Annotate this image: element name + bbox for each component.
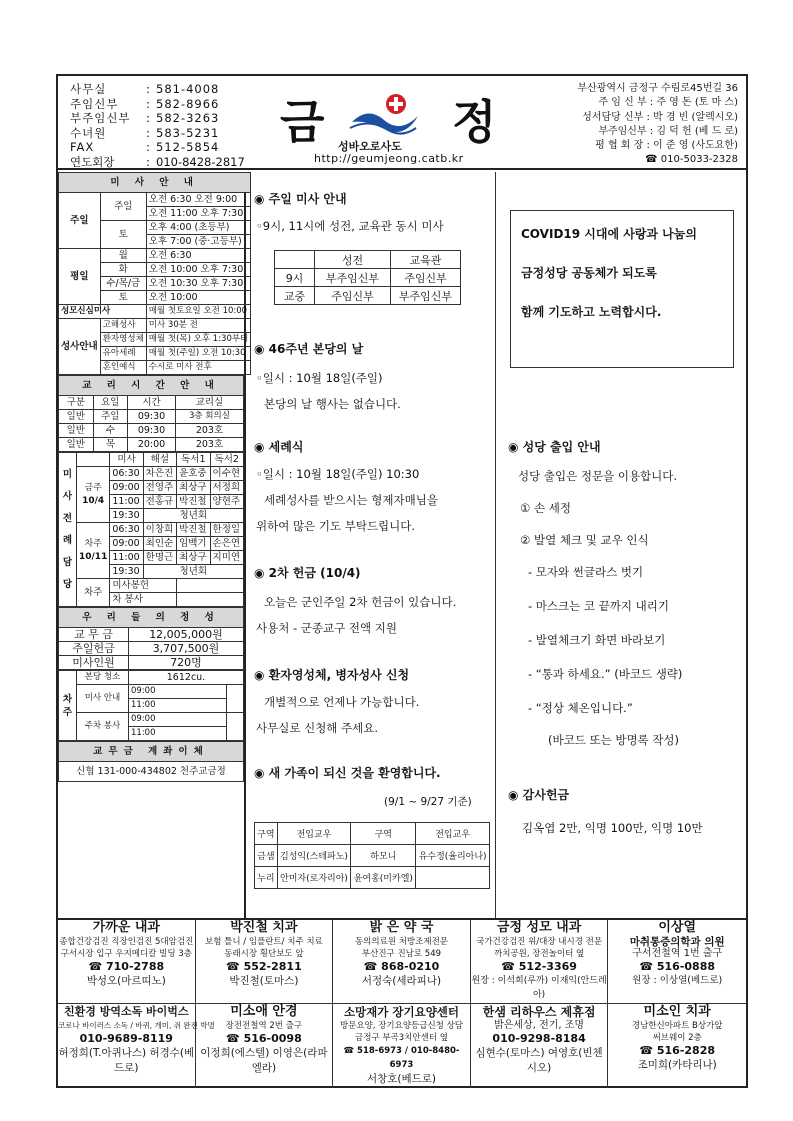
- notice-text: 개별적으로 언제나 가능합니다.: [264, 695, 420, 709]
- address-line: 주 임 신 부 : 주 영 돈 (토 마 스): [598, 97, 738, 109]
- notice-bullet: - “통과 하세요.” (바코드 생략): [528, 667, 683, 681]
- bulletin-header: [58, 76, 746, 170]
- contact-label: 수녀원: [70, 125, 107, 140]
- table-row: 교 무 금 12,005,000원: [59, 628, 244, 642]
- notice-text: 세례성사를 받으시는 형제자매님을: [264, 493, 438, 507]
- title-char-right: 정: [452, 95, 497, 149]
- contact-label: 연도회장: [70, 154, 115, 169]
- table-row: 09:00 최인순 임백기 손은연: [59, 537, 244, 551]
- contact-value: 583-5231: [156, 125, 220, 140]
- notice-text: ① 손 세정: [520, 501, 571, 515]
- ad-card[interactable]: 가까운 내과 종합건강검진 직장인검진 5대암검진 구서시장 입구 우지메디칼 빌딩 3층 ☎ 710-2788 박성오(마르띠노): [58, 920, 196, 1004]
- table-row: 차주 10/11 06:30 이창희 박진철 한정일: [59, 523, 244, 537]
- table-row: 19:30 청년회: [59, 565, 244, 579]
- sacrament-time: 매월 첫(주일) 오전 10:30: [146, 347, 251, 361]
- section-heading: ◉ 환자영성체, 병자성사 신청: [254, 668, 410, 682]
- saturday-time: 오후 7:00 (중·고등부): [146, 235, 251, 249]
- sunday-time: 오전 6:30 오전 9:00: [146, 193, 251, 207]
- section-heading: ◉ 감사헌금: [508, 788, 570, 802]
- notice-text: 사용처 - 군종교구 전액 지원: [256, 621, 397, 635]
- table-row: 누리 안미자(로자리아) 윤여홍(미카엘): [255, 867, 490, 889]
- ad-card[interactable]: 미소애 안경 장전전철역 2번 출구 ☎ 516-0098 이정희(에스텔) 이영은(라파엘라): [196, 1004, 334, 1088]
- bulletin-title: [276, 86, 506, 153]
- section-heading: ◉ 46주년 본당의 날: [254, 342, 364, 356]
- table-row: 일반 수 09:30 203호: [59, 424, 244, 438]
- holy-hour-time: 매월 첫토요일 오전 10:00: [146, 305, 251, 319]
- section-heading: ◉ 2차 헌금 (10/4): [254, 566, 361, 580]
- ad-card[interactable]: 미소인 치과 경남한신아파트 B상가앞 써브웨이 2층 ☎ 516-2828 조미희(카타리나): [631, 1004, 723, 1071]
- weekday-time: 오전 6:30: [146, 249, 251, 263]
- contact-row: 주임신부 : 582-8966: [70, 96, 220, 111]
- ad-card[interactable]: 박진철 치과 보험 틀니 / 임플란트/ 치주 치료 동래시장 횡단보도 앞 ☎ 552-2811 박진철(토마스): [196, 920, 334, 1004]
- section-heading: ◉ 성당 출입 안내: [508, 440, 601, 454]
- liturgy-volunteer-table: 미사전례담당 미사 해설 독서1 독서2 금주 10/4 06:30 차은진 윤호중 이수현 09:00 전영주 최상구 서정희 11:00 전홍규 박진철 양현주 19:30 청년회 차주 10/11 06:30 이창희 박진철 한정일 09:00 최인순 임백기 손은연 11:00 한명근 최상구 지미연 19:30 청년회 차주 미사봉헌 차 봉사: [58, 452, 244, 607]
- contact-row: 사무실 : 581-4008: [70, 82, 220, 96]
- ad-card[interactable]: 친환경 방역소독 바이벅스 코로나 바이러스 소독 / 바퀴, 개미, 쥐 완전 박멸 010-9689-8119 허정희(T.아퀴나스) 허경수(베드로): [58, 1004, 196, 1088]
- table-row: 09:00 전영주 최상구 서정희: [59, 481, 244, 495]
- contact-value: 582-8966: [156, 96, 220, 111]
- notice-text: 성당 출입은 정문을 이용합니다.: [518, 469, 678, 483]
- sacrament-name: 유아세례: [100, 347, 146, 361]
- sacrament-label: 성사안내: [59, 319, 101, 375]
- weekday-time: 오전 10:30 오후 7:30: [146, 277, 251, 291]
- table-row: 차 봉사: [59, 593, 244, 607]
- contact-label: 부주임신부: [70, 111, 131, 126]
- table-row: 차주 미사봉헌: [59, 579, 244, 593]
- notice-text: (바코드 또는 방명록 작성): [548, 733, 680, 747]
- table-row: 9시 부주임신부 주임신부: [275, 269, 461, 287]
- catechism-header: 요일: [93, 396, 128, 410]
- covid-message-box: [510, 210, 734, 368]
- section-heading: ◉ 새 가족이 되신 것을 환영합니다.: [254, 766, 441, 780]
- contact-row: 수녀원 : 583-5231: [70, 125, 220, 140]
- contact-label: 주임신부: [70, 96, 119, 111]
- weekday-time: 오전 10:00: [146, 291, 251, 305]
- weekday-label: 평일: [59, 249, 101, 305]
- account-title: 교무금 계좌이체: [59, 742, 244, 762]
- catechism-table: [58, 375, 244, 452]
- table-row: 19:30 청년회: [59, 509, 244, 523]
- title-char-left: 금: [280, 95, 325, 149]
- sacrament-time: 매월 첫(목) 오후 1:30부터: [146, 333, 251, 347]
- sacrament-name: 고해성사: [100, 319, 146, 333]
- notice-text: (9/1 ~ 9/27 기준): [384, 796, 472, 808]
- weekday-day: 화: [100, 263, 146, 277]
- address-line: 부주임신부 : 김 덕 헌 (베 드 로): [598, 125, 738, 137]
- right-column: [498, 172, 746, 918]
- duty-table: 차주 본당 청소 1612cu. 미사 안내 09:00 11:00 주차 봉사 09:00 11:00: [58, 670, 244, 741]
- contact-list: [70, 82, 250, 170]
- logo-caption: 성바오로사도: [338, 140, 402, 153]
- weekday-day: 토: [100, 291, 146, 305]
- advertisement-grid: [58, 918, 746, 1086]
- contact-value: 010-8428-2817: [156, 154, 245, 169]
- table-row: 금주 10/4 06:30 차은진 윤호중 이수현: [59, 467, 244, 481]
- website-link[interactable]: http://geumjeong.catb.kr: [314, 152, 464, 165]
- table-row: 교중 주임신부 부주임신부: [275, 287, 461, 305]
- table-row: 일반 주일 09:30 3층 회의실: [59, 410, 244, 424]
- covid-line: 함께 기도하고 노력합시다.: [521, 305, 662, 319]
- contact-row: FAX : 512-5854: [70, 140, 220, 155]
- ad-card[interactable]: 소망재가 장기요양센터 방문요양, 장기요양등급신청 상담 금정구 부곡3치안센터 옆 ☎ 518-6973 / 010-8480-6973 서창호(베드로): [333, 1004, 471, 1088]
- mass-location-table: 성전 교육관 9시 부주임신부 주임신부 교중 주임신부 부주임신부: [274, 250, 461, 305]
- saturday-time: 오후 4:00 (초등부): [146, 221, 251, 235]
- notice-text: ◦9시, 11시에 성전, 교육관 동시 미사: [256, 219, 444, 233]
- sunday-time: 오전 11:00 오후 7:30: [146, 207, 251, 221]
- weekday-time: 오전 10:00 오후 7:30: [146, 263, 251, 277]
- notice-text: ◦일시 : 10월 18일(주일): [256, 371, 383, 385]
- mass-schedule-table: [58, 172, 251, 375]
- covid-line: 금정성당 공동체가 되도록: [521, 266, 657, 280]
- address-block: [518, 82, 738, 168]
- volunteer-label: 미사전례담당: [59, 453, 77, 607]
- catechism-header: 시간: [128, 396, 176, 410]
- new-members-table: 구역 전입교우 구역 전입교우 금샘 김성익(스테파노) 하모니 유수정(율리아나) 누리 안미자(로자리아) 윤여홍(미카엘): [254, 822, 490, 889]
- catechism-title: 교 리 시 간 안 내: [59, 376, 244, 396]
- address-line: 성서담당 신부 : 박 경 빈 (알렉시오): [582, 111, 738, 123]
- contact-value: 582-3263: [156, 111, 220, 126]
- contact-row: 연도회장 : 010-8428-2817: [70, 154, 245, 169]
- mass-title: 미 사 안 내: [59, 173, 251, 193]
- address-line: ☎ 010-5033-2328: [645, 154, 738, 166]
- ad-card[interactable]: 이상열 마취통증의학과 의원 구서전철역 1번 출구 ☎ 516-0888 원장 : 이상열(베드로): [608, 920, 746, 1004]
- table-row: 주일헌금 3,707,500원: [59, 642, 244, 656]
- table-row: 11:00 전홍규 박진철 양현주: [59, 495, 244, 509]
- contact-value: 512-5854: [156, 140, 220, 155]
- saturday-day: 토: [100, 221, 146, 249]
- section-heading: ◉ 세례식: [254, 440, 304, 454]
- address-line: 평 협 회 장 : 이 준 영 (사도요한): [595, 140, 738, 152]
- weekday-day: 수/목/금: [100, 277, 146, 291]
- notice-column: [248, 172, 496, 918]
- account-table: [58, 741, 244, 782]
- catechism-header: 교리실: [175, 396, 243, 410]
- notice-text: ② 발열 체크 및 교우 인식: [520, 533, 649, 547]
- notice-bullet: - 마스크는 코 끝까지 내리기: [528, 599, 669, 613]
- notice-bullet: - “정상 체온입니다.”: [528, 701, 633, 715]
- ad-card[interactable]: 한샘 리하우스 제휴점 밝은세상, 전기, 조명 010-9298-8184 심현수(토마스) 여영호(빈첸시오): [471, 1004, 609, 1088]
- offering-title: 우 리 들 의 정 성: [59, 608, 244, 628]
- contact-value: 581-4008: [156, 82, 220, 96]
- ad-card[interactable]: 밝 은 약 국 동의의료원 처방조제전문 부산진구 진남로 549 ☎ 868-0210 서정숙(세라피나): [333, 920, 471, 1004]
- sacrament-name: 혼인예식: [100, 361, 146, 375]
- sacrament-time: 미사 30분 전: [146, 319, 251, 333]
- schedule-column: [58, 172, 249, 918]
- catechism-header: 구분: [59, 396, 94, 410]
- notice-text: 위하여 많은 기도 부탁드립니다.: [256, 519, 416, 533]
- notice-text: 오늘은 군인주일 2차 헌금이 있습니다.: [264, 595, 457, 609]
- sacrament-name: 환자영성체: [100, 333, 146, 347]
- weekday-day: 월: [100, 249, 146, 263]
- section-heading: ◉ 주일 미사 안내: [254, 192, 347, 206]
- holy-hour-label: 성모신심미사: [59, 305, 147, 319]
- notice-bullet: - 모자와 썬글라스 벗기: [528, 565, 644, 579]
- notice-text: 김옥엽 2만, 익명 100만, 익명 10만: [522, 821, 703, 835]
- sunday-day: 주일: [100, 193, 146, 221]
- bulletin-page: [56, 74, 748, 1088]
- ad-card[interactable]: 금정 성모 내과 국가건강검진 위/대장 내시경 전문 까치공원, 장전놀이터 옆 ☎ 512-3369 원장 : 이석희(루까) 이재익(안드레아): [471, 920, 609, 1004]
- sacrament-time: 수시로 미사 전후: [146, 361, 251, 375]
- address-line: 부산광역시 금정구 수림로45번길 36: [577, 83, 738, 94]
- table-row: 일반 목 20:00 203호: [59, 438, 244, 452]
- notice-bullet: - 발열체크기 화면 바라보기: [528, 633, 666, 647]
- offering-table: [58, 607, 244, 670]
- parish-logo-icon: [348, 92, 420, 140]
- covid-line: COVID19 시대에 사랑과 나눔의: [521, 227, 697, 241]
- account-number: 신협 131-000-434802 천주교금정: [59, 762, 244, 782]
- notice-text: 본당의 날 행사는 없습니다.: [264, 397, 401, 411]
- contact-label: 사무실: [70, 82, 107, 96]
- table-row: 11:00 한명근 최상구 지미연: [59, 551, 244, 565]
- contact-label: FAX: [70, 140, 95, 155]
- sunday-label: 주일: [59, 193, 101, 249]
- table-row: 미사인원 720명: [59, 656, 244, 670]
- notice-text: 사무실로 신청해 주세요.: [256, 721, 379, 735]
- contact-row: 부주임신부 : 582-3263: [70, 111, 220, 126]
- table-row: 금샘 김성익(스테파노) 하모니 유수정(율리아나): [255, 845, 490, 867]
- notice-text: ◦일시 : 10월 18일(주일) 10:30: [256, 467, 420, 481]
